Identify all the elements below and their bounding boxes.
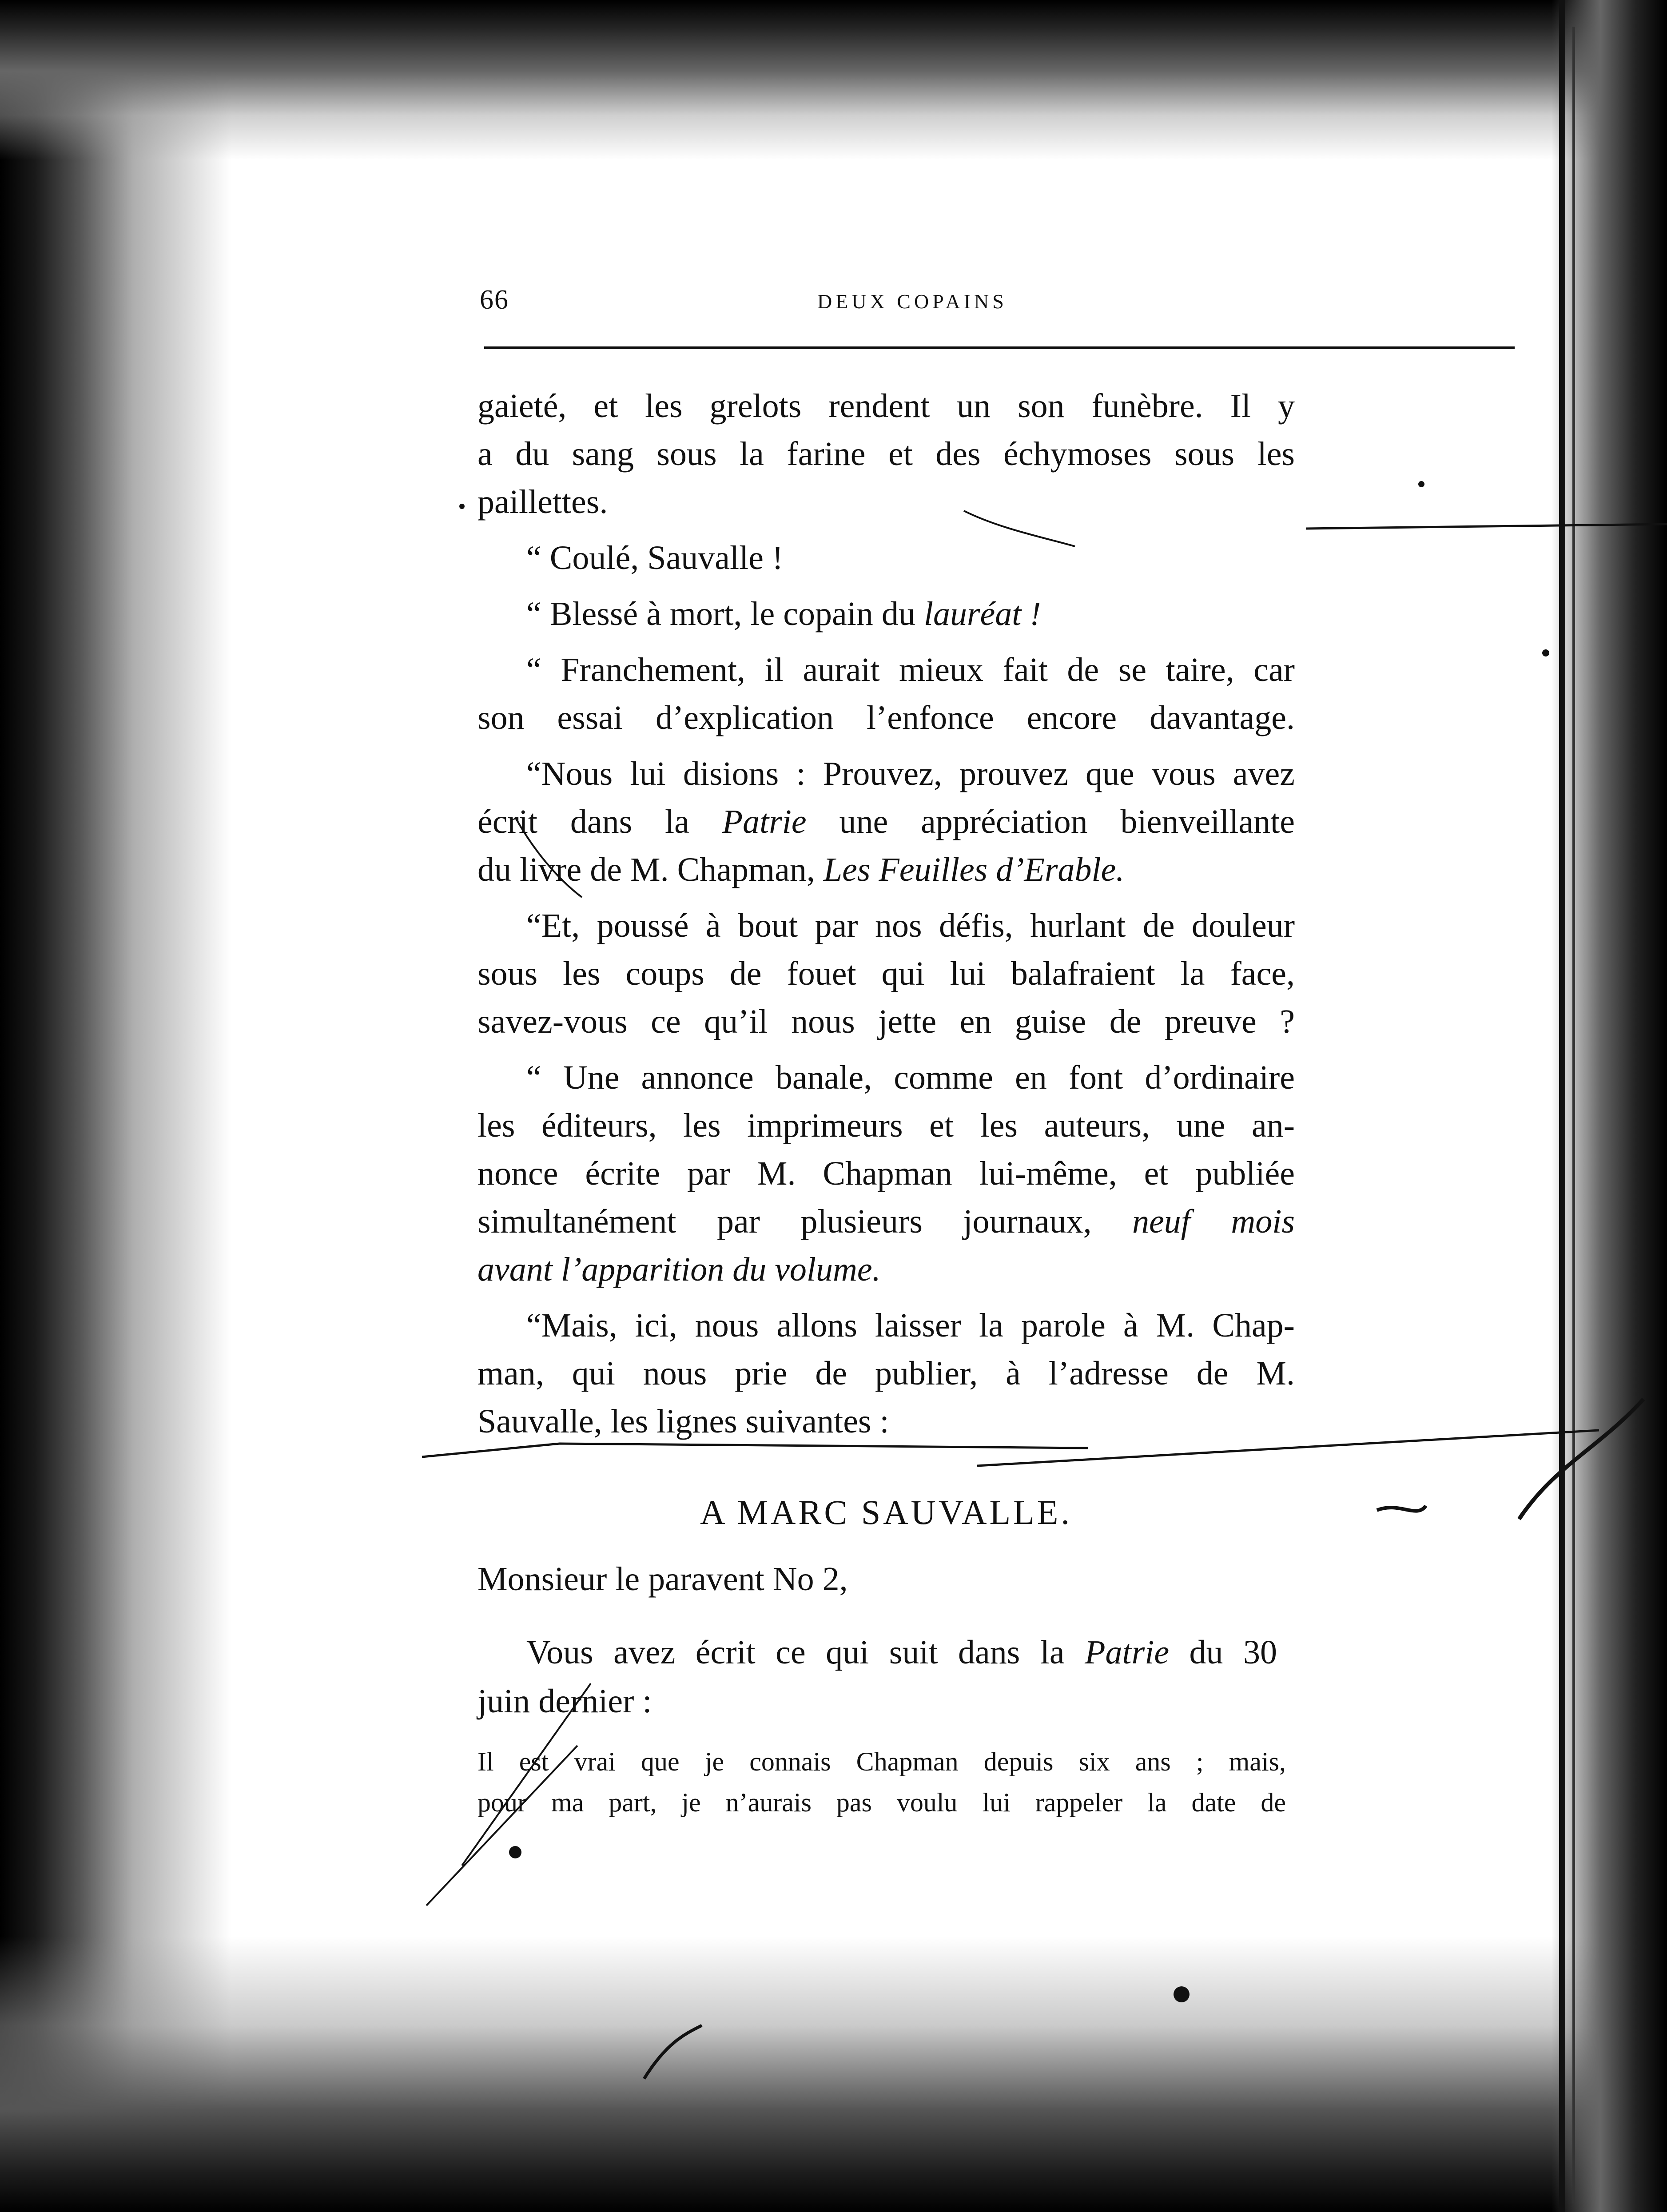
page-number: 66 <box>480 285 509 315</box>
body-line <box>477 998 1295 1046</box>
body-line-text: sous les coups de fouet qui lui balafraient la face, <box>477 955 1295 992</box>
body-line-text: “ Blessé à mort, le copain du <box>526 595 924 633</box>
body-line <box>477 1301 1295 1349</box>
body-line <box>477 846 1295 894</box>
body-line-text: simultanément par plusieurs journaux, <box>477 1203 1133 1240</box>
body-line <box>477 646 1295 694</box>
scan-edge-top <box>0 0 1667 160</box>
letter-line-1-after: du 30 <box>1169 1634 1277 1671</box>
scan-edge-right <box>1552 0 1667 2212</box>
body-line-text: gaieté, et les grelots rendent un son funèbre. Il y <box>477 387 1295 425</box>
body-line <box>477 430 1295 478</box>
body-line <box>477 798 1295 846</box>
body-line-italic: lauréat ! <box>923 595 1041 633</box>
letter-salutation: Monsieur le paravent No 2, <box>477 1560 848 1598</box>
body-line-text: Sauvalle, les lignes suivantes : <box>477 1403 889 1440</box>
body-line <box>477 1349 1295 1397</box>
ink-dot-5 <box>1418 481 1424 487</box>
letter-line-1 <box>477 1628 1277 1677</box>
body-line-text: paillettes. <box>477 483 608 521</box>
body-text <box>477 382 1295 1445</box>
body-line-text: “ Coulé, Sauvalle ! <box>526 539 784 577</box>
body-line <box>477 1102 1295 1150</box>
scan-edge-left <box>0 0 231 2212</box>
quotation-line-2: pour ma part, je n’aurais pas voulu lui rappeler la date de <box>477 1788 1286 1817</box>
ink-dot-4 <box>1542 649 1549 656</box>
body-line-text: écrit dans la <box>477 803 722 840</box>
body-line-text: “Mais, ici, nous allons laisser la parole à M. Chap- <box>526 1307 1295 1344</box>
body-line <box>477 1054 1295 1102</box>
body-line-text: a du sang sous la farine et des échymoses sous les <box>477 435 1295 473</box>
body-line-text: du livre de M. Chapman, <box>477 851 824 888</box>
body-line-text: son essai d’explication l’enfonce encore davantage. <box>477 699 1295 736</box>
quotation-line-1: Il est vrai que je connais Chapman depuis six ans ; mais, <box>477 1747 1286 1776</box>
body-line <box>477 902 1295 950</box>
scan-edge-bottom <box>0 1937 1667 2212</box>
stray-line-right <box>1306 524 1667 529</box>
body-line-text: savez-vous ce qu’il nous jette en guise de preuve ? <box>477 1003 1295 1040</box>
body-line-text: “Nous lui disions : Prouvez, prouvez que vous avez <box>526 755 1295 792</box>
page-gutter-line-secondary <box>1572 27 1575 2203</box>
body-line-italic: neuf mois <box>1132 1203 1295 1240</box>
page-gutter-line <box>1559 0 1565 2212</box>
letter-line-2: juin dernier : <box>477 1683 652 1720</box>
letter-line-1-italic: Patrie <box>1085 1634 1170 1671</box>
body-line-text: “Et, poussé à bout par nos défis, hurlant de douleur <box>526 907 1295 944</box>
body-line-text: “ Franchement, il aurait mieux fait de se taire, car <box>526 651 1295 688</box>
header-rule <box>484 346 1515 349</box>
body-line <box>477 1397 1295 1445</box>
body-line-text: man, qui nous prie de publier, à l’adresse de M. <box>477 1355 1295 1392</box>
page-header <box>480 284 1475 324</box>
ink-squiggle <box>1377 1506 1426 1511</box>
running-head: DEUX COPAINS <box>817 290 1007 313</box>
body-line <box>477 590 1295 638</box>
ink-stroke-bottom <box>644 2025 702 2079</box>
body-line-text: les éditeurs, les imprimeurs et les auteurs, une an- <box>477 1107 1295 1144</box>
section-heading: A MARC SAUVALLE. <box>700 1493 1072 1532</box>
body-line <box>477 1245 1295 1293</box>
ink-dot-1 <box>509 1846 521 1858</box>
body-line <box>477 1150 1295 1198</box>
letter-line-1-text: Vous avez écrit ce qui suit dans la <box>526 1634 1085 1671</box>
body-line-text: “ Une annonce banale, comme en font d’ordinaire <box>526 1059 1295 1096</box>
body-line <box>477 382 1295 430</box>
body-line-italic: avant l’apparition du volume. <box>477 1251 881 1288</box>
body-line-after: une appréciation bienveillante <box>806 803 1295 840</box>
body-line-italic: Patrie <box>722 803 807 840</box>
body-line <box>477 750 1295 798</box>
body-line-italic: Les Feuilles d’Erable. <box>823 851 1125 888</box>
body-line-text: nonce écrite par M. Chapman lui-même, et publiée <box>477 1155 1295 1192</box>
body-line <box>477 1198 1295 1245</box>
body-line <box>477 534 1295 582</box>
quotation-block <box>477 1741 1286 1823</box>
ink-dot-3 <box>459 504 465 509</box>
body-line <box>477 694 1295 742</box>
ink-dot-2 <box>1174 1986 1190 2002</box>
stray-line-left <box>422 1444 1088 1457</box>
body-line <box>477 950 1295 998</box>
letter-block <box>477 1555 1277 1726</box>
ink-stroke-right <box>1519 1399 1643 1519</box>
body-line <box>477 478 1295 526</box>
